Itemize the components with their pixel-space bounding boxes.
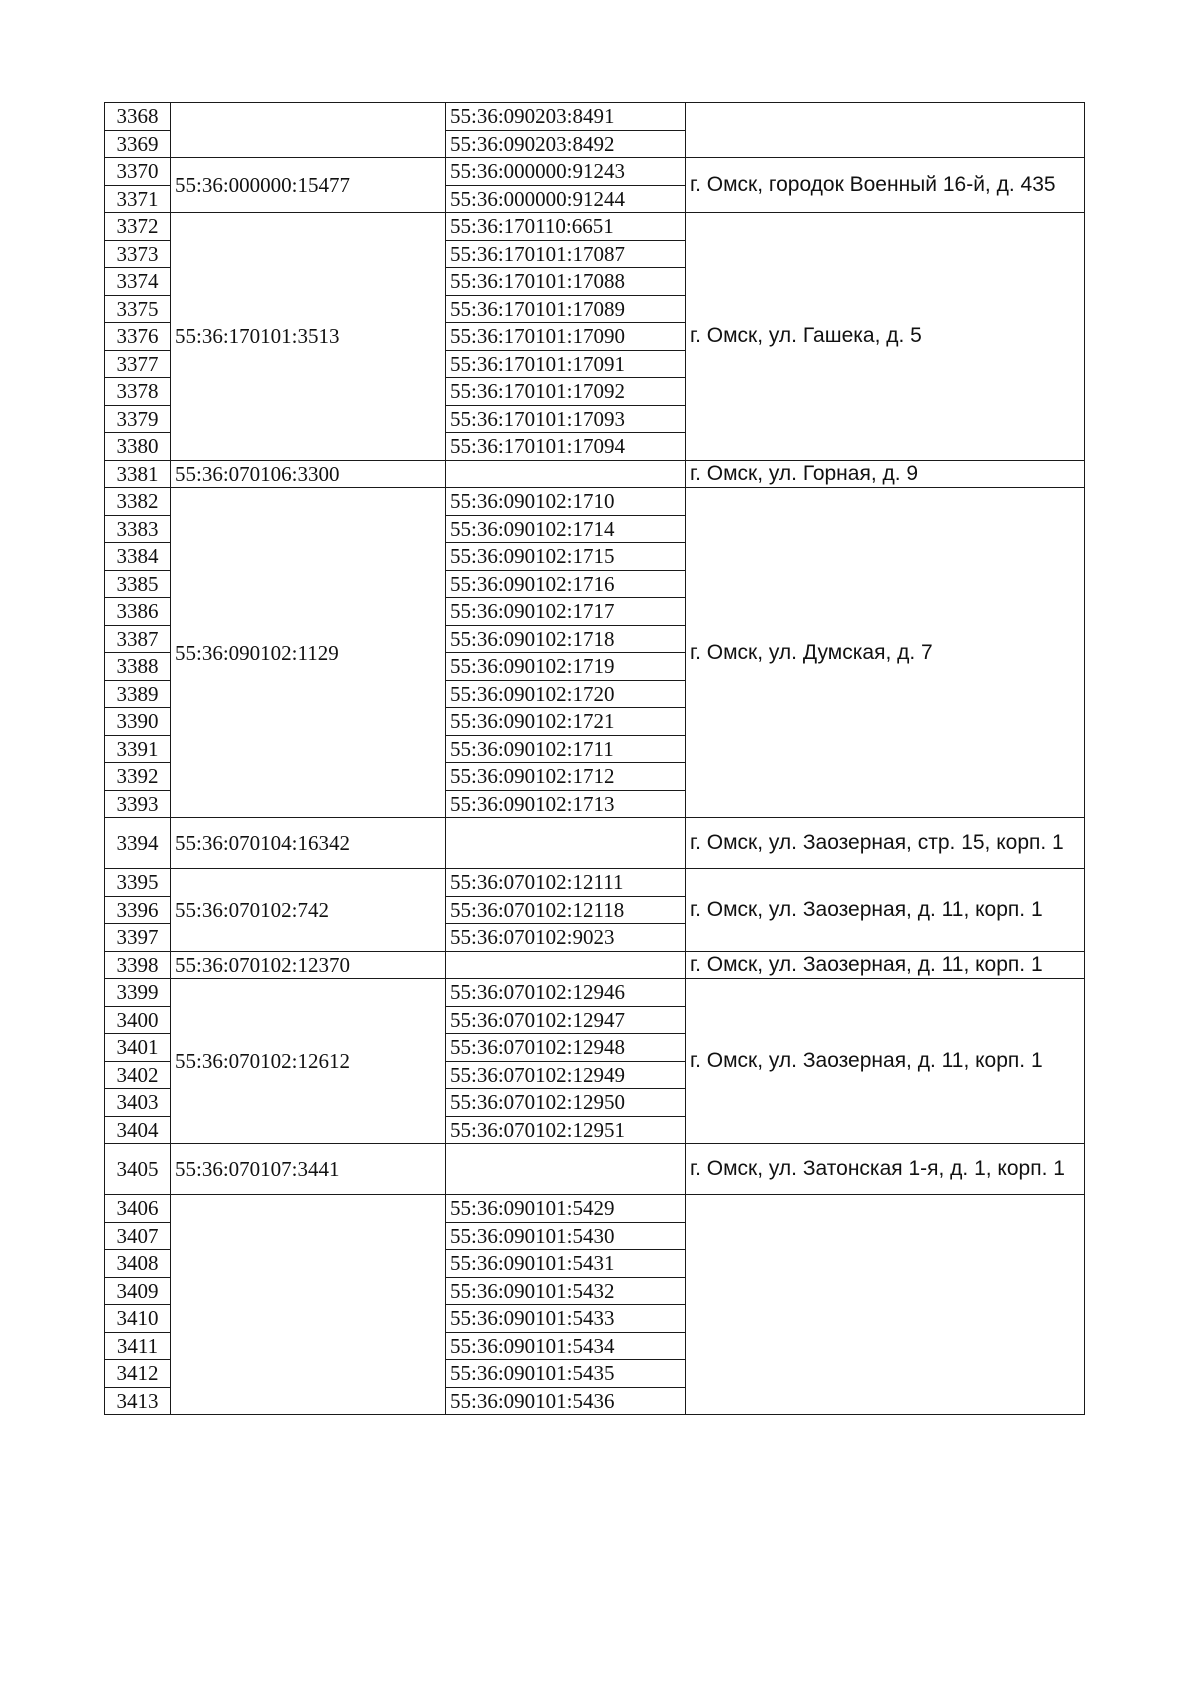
row-number: 3378 bbox=[105, 378, 171, 406]
building-number: 55:36:090101:5431 bbox=[446, 1250, 686, 1278]
row-number: 3405 bbox=[105, 1144, 171, 1195]
row-number: 3377 bbox=[105, 350, 171, 378]
address: г. Омск, ул. Заозерная, д. 11, корп. 1 bbox=[686, 979, 1085, 1144]
row-number: 3386 bbox=[105, 598, 171, 626]
land-parcel-number bbox=[171, 1195, 446, 1415]
row-number: 3368 bbox=[105, 103, 171, 131]
building-number: 55:36:000000:91243 bbox=[446, 158, 686, 186]
land-parcel-number: 55:36:070106:3300 bbox=[171, 460, 446, 488]
address bbox=[686, 103, 1085, 158]
row-number: 3411 bbox=[105, 1332, 171, 1360]
table-row bbox=[105, 103, 1085, 131]
building-number: 55:36:090102:1717 bbox=[446, 598, 686, 626]
address: г. Омск, ул. Заозерная, стр. 15, корп. 1 bbox=[686, 818, 1085, 869]
row-number: 3403 bbox=[105, 1089, 171, 1117]
row-number: 3406 bbox=[105, 1195, 171, 1223]
row-number: 3388 bbox=[105, 653, 171, 681]
registry-table-body bbox=[105, 103, 1085, 1415]
registry-table bbox=[104, 102, 1085, 1415]
building-number: 55:36:170101:17088 bbox=[446, 268, 686, 296]
row-number: 3400 bbox=[105, 1006, 171, 1034]
row-number: 3385 bbox=[105, 570, 171, 598]
building-number bbox=[446, 818, 686, 869]
building-number: 55:36:090102:1712 bbox=[446, 763, 686, 791]
row-number: 3373 bbox=[105, 240, 171, 268]
row-number: 3392 bbox=[105, 763, 171, 791]
building-number: 55:36:090102:1714 bbox=[446, 515, 686, 543]
building-number: 55:36:090101:5432 bbox=[446, 1277, 686, 1305]
building-number: 55:36:090102:1711 bbox=[446, 735, 686, 763]
address: г. Омск, ул. Заозерная, д. 11, корп. 1 bbox=[686, 869, 1085, 952]
row-number: 3376 bbox=[105, 323, 171, 351]
land-parcel-number: 55:36:000000:15477 bbox=[171, 158, 446, 213]
address: г. Омск, ул. Затонская 1-я, д. 1, корп. 1 bbox=[686, 1144, 1085, 1195]
row-number: 3383 bbox=[105, 515, 171, 543]
row-number: 3375 bbox=[105, 295, 171, 323]
land-parcel-number: 55:36:070102:12370 bbox=[171, 951, 446, 979]
row-number: 3389 bbox=[105, 680, 171, 708]
land-parcel-number: 55:36:070104:16342 bbox=[171, 818, 446, 869]
row-number: 3410 bbox=[105, 1305, 171, 1333]
building-number bbox=[446, 951, 686, 979]
building-number: 55:36:070102:12946 bbox=[446, 979, 686, 1007]
row-number: 3397 bbox=[105, 924, 171, 952]
building-number: 55:36:070102:12951 bbox=[446, 1116, 686, 1144]
building-number: 55:36:070102:12118 bbox=[446, 896, 686, 924]
row-number: 3381 bbox=[105, 460, 171, 488]
building-number: 55:36:090102:1716 bbox=[446, 570, 686, 598]
building-number: 55:36:090102:1719 bbox=[446, 653, 686, 681]
land-parcel-number: 55:36:170101:3513 bbox=[171, 213, 446, 461]
building-number: 55:36:170101:17089 bbox=[446, 295, 686, 323]
row-number: 3371 bbox=[105, 185, 171, 213]
building-number: 55:36:090101:5436 bbox=[446, 1387, 686, 1415]
building-number: 55:36:090102:1715 bbox=[446, 543, 686, 571]
table-row bbox=[105, 488, 1085, 516]
building-number: 55:36:000000:91244 bbox=[446, 185, 686, 213]
building-number: 55:36:070102:12950 bbox=[446, 1089, 686, 1117]
row-number: 3390 bbox=[105, 708, 171, 736]
row-number: 3372 bbox=[105, 213, 171, 241]
table-row bbox=[105, 951, 1085, 979]
row-number: 3391 bbox=[105, 735, 171, 763]
row-number: 3374 bbox=[105, 268, 171, 296]
row-number: 3401 bbox=[105, 1034, 171, 1062]
row-number: 3409 bbox=[105, 1277, 171, 1305]
address: г. Омск, ул. Думская, д. 7 bbox=[686, 488, 1085, 818]
building-number: 55:36:090102:1713 bbox=[446, 790, 686, 818]
land-parcel-number bbox=[171, 103, 446, 158]
land-parcel-number: 55:36:070102:12612 bbox=[171, 979, 446, 1144]
row-number: 3407 bbox=[105, 1222, 171, 1250]
building-number: 55:36:090203:8492 bbox=[446, 130, 686, 158]
row-number: 3382 bbox=[105, 488, 171, 516]
row-number: 3369 bbox=[105, 130, 171, 158]
building-number: 55:36:170101:17087 bbox=[446, 240, 686, 268]
building-number: 55:36:170110:6651 bbox=[446, 213, 686, 241]
building-number bbox=[446, 460, 686, 488]
row-number: 3396 bbox=[105, 896, 171, 924]
building-number: 55:36:170101:17094 bbox=[446, 433, 686, 461]
row-number: 3394 bbox=[105, 818, 171, 869]
row-number: 3413 bbox=[105, 1387, 171, 1415]
land-parcel-number: 55:36:090102:1129 bbox=[171, 488, 446, 818]
table-row bbox=[105, 1195, 1085, 1223]
row-number: 3393 bbox=[105, 790, 171, 818]
building-number: 55:36:070102:12111 bbox=[446, 869, 686, 897]
building-number: 55:36:090101:5429 bbox=[446, 1195, 686, 1223]
building-number: 55:36:170101:17093 bbox=[446, 405, 686, 433]
building-number: 55:36:170101:17090 bbox=[446, 323, 686, 351]
building-number: 55:36:070102:12947 bbox=[446, 1006, 686, 1034]
table-row bbox=[105, 213, 1085, 241]
row-number: 3380 bbox=[105, 433, 171, 461]
table-row bbox=[105, 460, 1085, 488]
row-number: 3408 bbox=[105, 1250, 171, 1278]
address: г. Омск, ул. Горная, д. 9 bbox=[686, 460, 1085, 488]
building-number bbox=[446, 1144, 686, 1195]
table-row bbox=[105, 979, 1085, 1007]
table-row bbox=[105, 818, 1085, 869]
table-row bbox=[105, 1144, 1085, 1195]
row-number: 3412 bbox=[105, 1360, 171, 1388]
building-number: 55:36:090203:8491 bbox=[446, 103, 686, 131]
row-number: 3387 bbox=[105, 625, 171, 653]
address bbox=[686, 1195, 1085, 1415]
address: г. Омск, городок Военный 16-й, д. 435 bbox=[686, 158, 1085, 213]
building-number: 55:36:170101:17092 bbox=[446, 378, 686, 406]
table-row bbox=[105, 869, 1085, 897]
row-number: 3379 bbox=[105, 405, 171, 433]
building-number: 55:36:090101:5434 bbox=[446, 1332, 686, 1360]
building-number: 55:36:070102:12948 bbox=[446, 1034, 686, 1062]
land-parcel-number: 55:36:070102:742 bbox=[171, 869, 446, 952]
building-number: 55:36:090102:1720 bbox=[446, 680, 686, 708]
land-parcel-number: 55:36:070107:3441 bbox=[171, 1144, 446, 1195]
row-number: 3370 bbox=[105, 158, 171, 186]
building-number: 55:36:090101:5435 bbox=[446, 1360, 686, 1388]
address: г. Омск, ул. Гашека, д. 5 bbox=[686, 213, 1085, 461]
building-number: 55:36:090101:5433 bbox=[446, 1305, 686, 1333]
row-number: 3404 bbox=[105, 1116, 171, 1144]
table-row bbox=[105, 158, 1085, 186]
building-number: 55:36:090101:5430 bbox=[446, 1222, 686, 1250]
building-number: 55:36:070102:12949 bbox=[446, 1061, 686, 1089]
building-number: 55:36:090102:1718 bbox=[446, 625, 686, 653]
building-number: 55:36:070102:9023 bbox=[446, 924, 686, 952]
row-number: 3398 bbox=[105, 951, 171, 979]
building-number: 55:36:090102:1721 bbox=[446, 708, 686, 736]
row-number: 3384 bbox=[105, 543, 171, 571]
row-number: 3399 bbox=[105, 979, 171, 1007]
building-number: 55:36:090102:1710 bbox=[446, 488, 686, 516]
address: г. Омск, ул. Заозерная, д. 11, корп. 1 bbox=[686, 951, 1085, 979]
row-number: 3402 bbox=[105, 1061, 171, 1089]
row-number: 3395 bbox=[105, 869, 171, 897]
building-number: 55:36:170101:17091 bbox=[446, 350, 686, 378]
